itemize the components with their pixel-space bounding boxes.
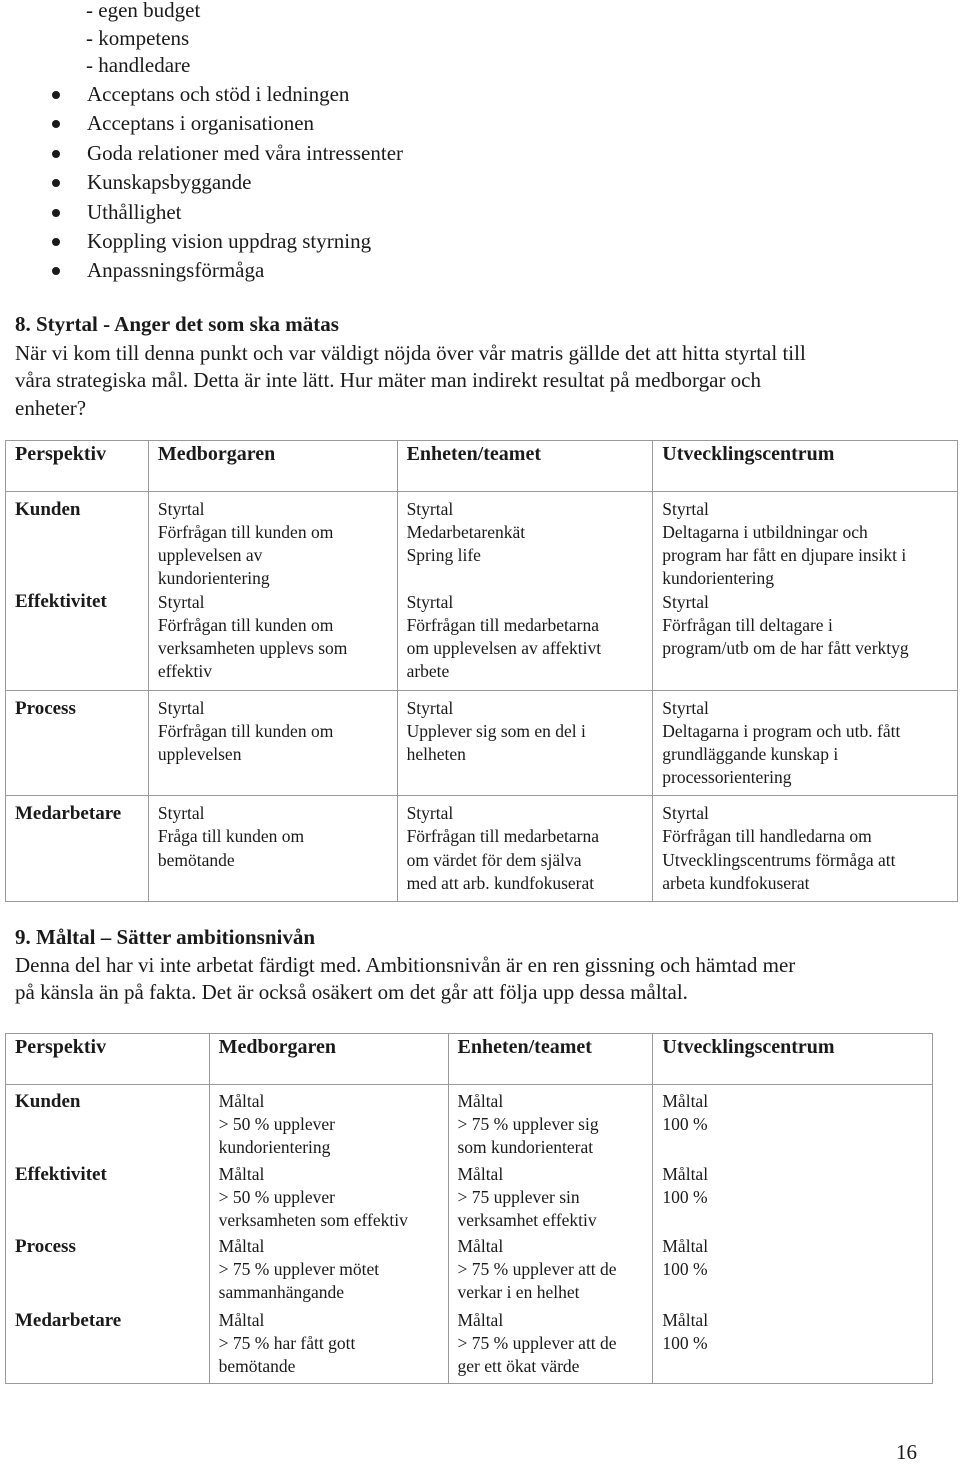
header-cell: Enheten/teamet (448, 1034, 653, 1085)
table-cell: Styrtal Förfrågan till kunden om upplevelsen av kundorientering Styrtal Förfrågan till kunden om verksamheten upplevs som effektiv (148, 492, 397, 691)
section-8-text (15, 340, 806, 422)
styrtal-table (5, 440, 958, 902)
list-item: Acceptans och stöd i ledningen (48, 80, 403, 109)
bullet-icon (52, 267, 60, 275)
table-cell: Styrtal Förfrågan till handledarna om Utvecklingscentrums förmåga att arbeta kundfokuserat (653, 796, 958, 901)
row-label: Kunden (15, 1091, 81, 1112)
header-cell: Enheten/teamet (397, 441, 653, 492)
header-cell: Perspektiv (6, 1034, 210, 1085)
bullet-icon (52, 238, 60, 246)
table-header-row (6, 441, 958, 492)
list-item: Acceptans i organisationen (48, 109, 403, 138)
table-cell: Måltal > 50 % upplever kundorientering Måltal > 50 % upplever verksamheten som effektiv Måltal > 75 % upplever mötet sammanhängande Måltal > 75 % har fått gott bemötande (209, 1085, 448, 1384)
row-label: Process (15, 698, 76, 719)
list-item: Koppling vision uppdrag styrning (48, 227, 403, 256)
table-cell (6, 492, 149, 691)
header-cell: Perspektiv (6, 441, 149, 492)
bullet-list (48, 80, 403, 286)
table-cell: Styrtal Upplever sig som en del i helheten (397, 691, 653, 796)
paragraph-line: våra strategiska mål. Detta är inte lätt. Hur mäter man indirekt resultat på medborgar och (15, 368, 762, 393)
paragraph-line: När vi kom till denna punkt och var väldigt nöjda över vår matris gällde det att hitta styrtal till (15, 341, 806, 365)
bullet-icon (52, 209, 60, 217)
list-item: - kompetens (86, 25, 190, 50)
bullet-icon (52, 120, 60, 128)
table-cell (6, 691, 149, 796)
row-label: Effektivitet (15, 591, 107, 613)
list-item: - handledare (86, 53, 191, 77)
table-row (6, 691, 958, 796)
header-cell: Utvecklingscentrum (653, 1034, 933, 1085)
table-cell: Styrtal Deltagarna i program och utb. fått grundläggande kunskap i processorientering (653, 691, 958, 796)
table-cell: Styrtal Fråga till kunden om bemötande (148, 796, 397, 901)
list-item: Anpassningsförmåga (48, 256, 403, 285)
table-cell: Måltal 100 % Måltal 100 % Måltal 100 % Måltal 100 % (653, 1085, 933, 1384)
table-cell: Styrtal Deltagarna i utbildningar och program har fått en djupare insikt i kundorientering Styrtal Förfrågan till deltagare i program/utb om de har fått verktyg (653, 492, 958, 691)
section-9-text (15, 952, 795, 1007)
header-cell: Medborgaren (148, 441, 397, 492)
paragraph-line: på känsla än på fakta. Det är också osäkert om det går att följa upp dessa måltal. (15, 980, 688, 1005)
table-header-row (6, 1034, 933, 1085)
row-label: Medarbetare (15, 803, 122, 825)
bullet-icon (52, 91, 60, 99)
table-cell: Styrtal Förfrågan till kunden om upplevelsen (148, 691, 397, 796)
paragraph-line: enheter? (15, 395, 87, 420)
section-8-heading: 8. Styrtal - Anger det som ska mätas (15, 312, 339, 336)
table-cell: Styrtal Medarbetarenkät Spring life Styrtal Förfrågan till medarbetarna om upplevelsen av affektivt arbete (397, 492, 653, 691)
table-cell (6, 796, 149, 901)
row-label: Effektivitet (15, 1164, 107, 1185)
table-cell: Styrtal Förfrågan till medarbetarna om värdet för dem själva med att arb. kundfokuserat (397, 796, 653, 901)
list-item: Uthållighet (48, 198, 403, 227)
table-cell: Måltal > 75 % upplever sig som kundorienterat Måltal > 75 upplever sin verksamhet effektiv Måltal > 75 % upplever att de verkar i en helhet Måltal > 75 % upplever att de ger ett ökat värde (448, 1085, 653, 1384)
header-cell: Medborgaren (209, 1034, 448, 1085)
list-item: Kunskapsbyggande (48, 168, 403, 197)
row-label: Medarbetare (15, 1310, 122, 1331)
section-9-heading: 9. Måltal – Sätter ambitionsnivån (15, 925, 316, 949)
row-label: Kunden (15, 499, 81, 520)
bullet-icon (52, 179, 60, 187)
row-label: Process (15, 1236, 76, 1257)
table-row (6, 796, 958, 901)
bullet-icon (52, 150, 60, 158)
maltal-table (5, 1033, 933, 1384)
page-number: 16 (896, 1440, 917, 1464)
paragraph-line: Denna del har vi inte arbetat färdigt med. Ambitionsnivån är en ren gissning och hämtad mer (15, 953, 796, 977)
table-row (6, 492, 958, 691)
table-row (6, 1085, 933, 1384)
dash-list (86, 0, 200, 80)
list-item: Goda relationer med våra intressenter (48, 139, 403, 168)
table-cell (6, 1085, 210, 1384)
header-cell: Utvecklingscentrum (653, 441, 958, 492)
list-item: - egen budget (86, 0, 201, 22)
